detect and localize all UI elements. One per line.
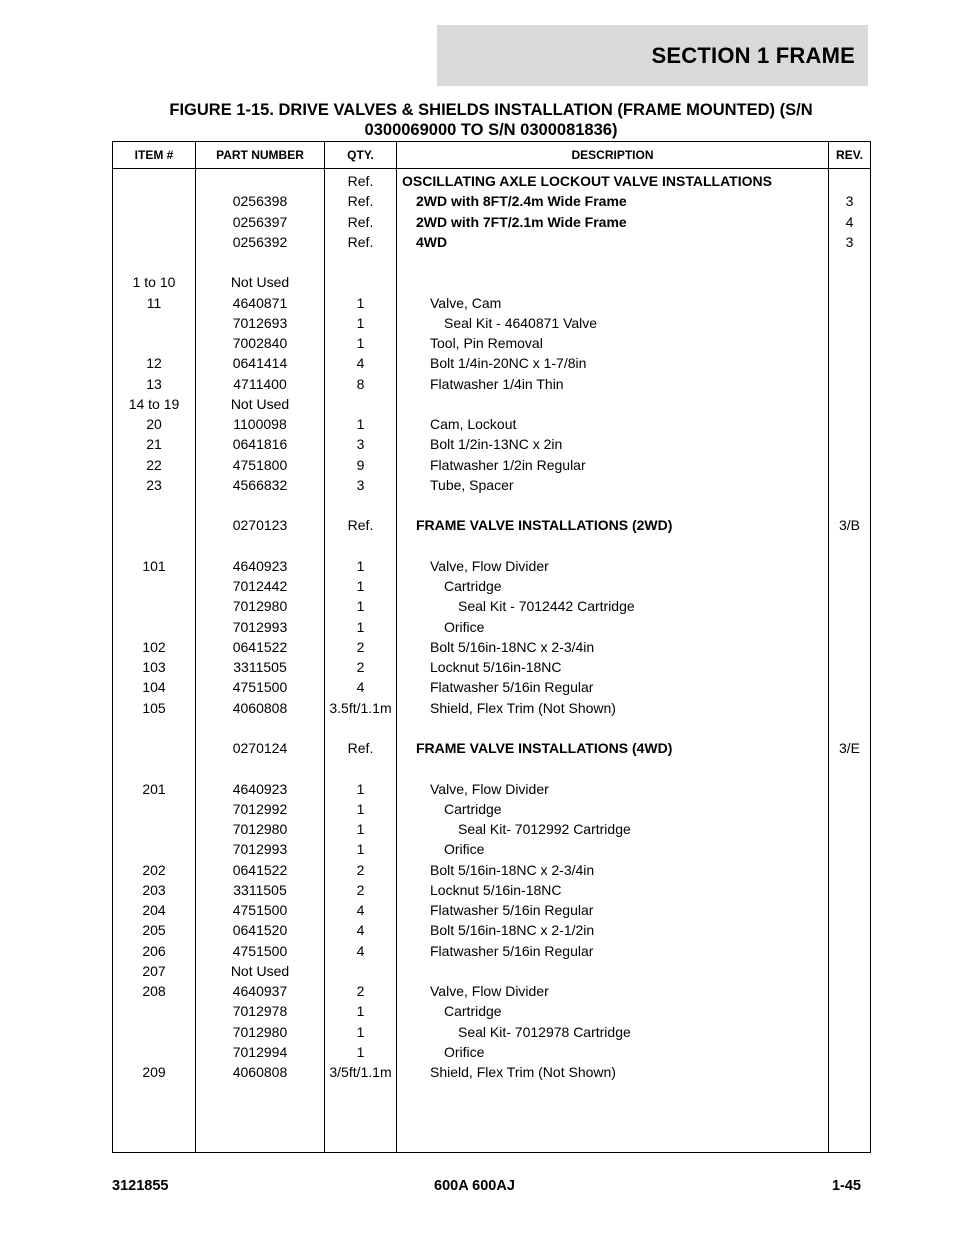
item-number: 206: [113, 941, 196, 961]
revision: [829, 1042, 871, 1062]
table-row: [113, 981, 871, 1001]
quantity: 3: [325, 434, 397, 454]
header-item: ITEM #: [113, 142, 196, 169]
revision: [829, 839, 871, 859]
description: Cartridge: [397, 1001, 829, 1021]
item-number: 1 to 10: [113, 272, 196, 292]
revision: [829, 698, 871, 718]
revision: [829, 252, 871, 272]
part-number: [196, 758, 325, 778]
part-number: 7012442: [196, 576, 325, 596]
item-number: 12: [113, 353, 196, 373]
parts-table: [112, 141, 871, 1153]
revision: [829, 900, 871, 920]
revision: [829, 556, 871, 576]
item-number: [113, 1042, 196, 1062]
description: [397, 758, 829, 778]
quantity: 1: [325, 839, 397, 859]
revision: [829, 617, 871, 637]
part-number: 4751500: [196, 941, 325, 961]
part-number: 0641520: [196, 920, 325, 940]
item-number: 14 to 19: [113, 394, 196, 414]
item-number: 201: [113, 779, 196, 799]
description: Tool, Pin Removal: [397, 333, 829, 353]
revision: [829, 596, 871, 616]
quantity: [325, 272, 397, 292]
item-number: 20: [113, 414, 196, 434]
quantity: Ref.: [325, 232, 397, 252]
item-number: 101: [113, 556, 196, 576]
part-number: 4060808: [196, 698, 325, 718]
footer-page-number: 1-45: [831, 1178, 861, 1194]
quantity: [325, 536, 397, 556]
section-header: [437, 25, 868, 86]
table-row: [113, 880, 871, 900]
revision: [829, 1082, 871, 1153]
table-row: [113, 860, 871, 880]
header-description: DESCRIPTION: [397, 142, 829, 169]
description: Bolt 1/2in-13NC x 2in: [397, 434, 829, 454]
revision: [829, 272, 871, 292]
figure-title-line-1: FIGURE 1-15. DRIVE VALVES & SHIELDS INSTALLATION (FRAME MOUNTED) (S/N: [169, 101, 813, 119]
table-row: [113, 374, 871, 394]
quantity: Ref.: [325, 169, 397, 192]
revision: [829, 758, 871, 778]
table-row: [113, 1042, 871, 1062]
table-row: [113, 212, 871, 232]
quantity: Ref.: [325, 738, 397, 758]
part-number: 7012980: [196, 819, 325, 839]
revision: 4: [829, 212, 871, 232]
item-number: 22: [113, 455, 196, 475]
quantity: 2: [325, 880, 397, 900]
part-number: 0641414: [196, 353, 325, 373]
item-number: 21: [113, 434, 196, 454]
quantity: Ref.: [325, 212, 397, 232]
description: 2WD with 7FT/2.1m Wide Frame: [397, 212, 829, 232]
quantity: 1: [325, 779, 397, 799]
quantity: 2: [325, 637, 397, 657]
quantity: 1: [325, 576, 397, 596]
revision: [829, 475, 871, 495]
revision: [829, 657, 871, 677]
part-number: 4640871: [196, 293, 325, 313]
item-number: [113, 1022, 196, 1042]
revision: [829, 576, 871, 596]
part-number: 7012978: [196, 1001, 325, 1021]
description: Shield, Flex Trim (Not Shown): [397, 1062, 829, 1082]
item-number: 23: [113, 475, 196, 495]
description: Valve, Cam: [397, 293, 829, 313]
item-number: [113, 333, 196, 353]
description: [397, 252, 829, 272]
table-row: [113, 596, 871, 616]
part-number: 4711400: [196, 374, 325, 394]
revision: 3/E: [829, 738, 871, 758]
item-number: [113, 758, 196, 778]
revision: [829, 1062, 871, 1082]
item-number: [113, 819, 196, 839]
revision: [829, 799, 871, 819]
item-number: [113, 536, 196, 556]
revision: [829, 819, 871, 839]
table-row: [113, 232, 871, 252]
table-row: [113, 353, 871, 373]
description: 4WD: [397, 232, 829, 252]
figure-title-line-2: 0300069000 TO S/N 0300081836): [364, 121, 618, 139]
table-row: [113, 920, 871, 940]
table-row: [113, 455, 871, 475]
description: Valve, Flow Divider: [397, 981, 829, 1001]
part-number: 7002840: [196, 333, 325, 353]
description: Locknut 5/16in-18NC: [397, 880, 829, 900]
item-number: [113, 212, 196, 232]
table-row: [113, 414, 871, 434]
table-row: [113, 169, 871, 192]
part-number: 3311505: [196, 657, 325, 677]
revision: [829, 1001, 871, 1021]
description: Seal Kit- 7012992 Cartridge: [397, 819, 829, 839]
item-number: [113, 1001, 196, 1021]
description: Flatwasher 5/16in Regular: [397, 900, 829, 920]
quantity: 2: [325, 981, 397, 1001]
description: FRAME VALVE INSTALLATIONS (4WD): [397, 738, 829, 758]
table-row: [113, 941, 871, 961]
quantity: Ref.: [325, 515, 397, 535]
description: [397, 718, 829, 738]
item-number: [113, 313, 196, 333]
part-number: 4566832: [196, 475, 325, 495]
description: OSCILLATING AXLE LOCKOUT VALVE INSTALLATIONS: [397, 169, 829, 192]
item-number: 207: [113, 961, 196, 981]
revision: [829, 941, 871, 961]
footer-model: 600A 600AJ: [434, 1178, 515, 1194]
description: Seal Kit- 7012978 Cartridge: [397, 1022, 829, 1042]
part-number: 3311505: [196, 880, 325, 900]
table-row: [113, 758, 871, 778]
quantity: 1: [325, 293, 397, 313]
description: Orifice: [397, 1042, 829, 1062]
item-number: [113, 738, 196, 758]
quantity: 4: [325, 900, 397, 920]
description: Cartridge: [397, 576, 829, 596]
part-number: 7012693: [196, 313, 325, 333]
quantity: 1: [325, 1022, 397, 1042]
description: Flatwasher 1/2in Regular: [397, 455, 829, 475]
description: Flatwasher 1/4in Thin: [397, 374, 829, 394]
revision: [829, 495, 871, 515]
revision: [829, 394, 871, 414]
table-row: [113, 434, 871, 454]
part-number: [196, 536, 325, 556]
item-number: [113, 799, 196, 819]
description: Valve, Flow Divider: [397, 779, 829, 799]
quantity: 1: [325, 799, 397, 819]
revision: [829, 677, 871, 697]
quantity: 1: [325, 596, 397, 616]
revision: [829, 434, 871, 454]
quantity: 4: [325, 353, 397, 373]
revision: [829, 169, 871, 192]
quantity: [325, 495, 397, 515]
description: Seal Kit - 4640871 Valve: [397, 313, 829, 333]
table-row: [113, 819, 871, 839]
revision: 3: [829, 191, 871, 211]
item-number: [113, 252, 196, 272]
table-row: [113, 556, 871, 576]
item-number: 204: [113, 900, 196, 920]
part-number: 0256398: [196, 191, 325, 211]
item-number: 209: [113, 1062, 196, 1082]
part-number: [196, 252, 325, 272]
quantity: 1: [325, 556, 397, 576]
description: Orifice: [397, 617, 829, 637]
part-number: 0641522: [196, 860, 325, 880]
quantity: 1: [325, 1042, 397, 1062]
revision: [829, 374, 871, 394]
revision: [829, 313, 871, 333]
description: [397, 1082, 829, 1153]
revision: [829, 981, 871, 1001]
part-number: 0256392: [196, 232, 325, 252]
part-number: 7012980: [196, 1022, 325, 1042]
description: [397, 961, 829, 981]
header-qty: QTY.: [325, 142, 397, 169]
revision: [829, 414, 871, 434]
part-number: 4751800: [196, 455, 325, 475]
table-row: [113, 293, 871, 313]
part-number: 7012993: [196, 839, 325, 859]
description: Bolt 5/16in-18NC x 2-3/4in: [397, 637, 829, 657]
table-row: [113, 515, 871, 535]
revision: [829, 637, 871, 657]
revision: 3/B: [829, 515, 871, 535]
part-number: Not Used: [196, 272, 325, 292]
description: [397, 536, 829, 556]
description: Seal Kit - 7012442 Cartridge: [397, 596, 829, 616]
table-row: [113, 313, 871, 333]
quantity: 3.5ft/1.1m: [325, 698, 397, 718]
description: Orifice: [397, 839, 829, 859]
part-number: 4751500: [196, 900, 325, 920]
revision: [829, 1022, 871, 1042]
description: Bolt 1/4in-20NC x 1-7/8in: [397, 353, 829, 373]
quantity: [325, 758, 397, 778]
revision: [829, 718, 871, 738]
quantity: 4: [325, 677, 397, 697]
description: Tube, Spacer: [397, 475, 829, 495]
quantity: 1: [325, 819, 397, 839]
description: FRAME VALVE INSTALLATIONS (2WD): [397, 515, 829, 535]
section-title: SECTION 1 FRAME: [651, 42, 855, 68]
quantity: [325, 1082, 397, 1153]
part-number: 4640937: [196, 981, 325, 1001]
item-number: 104: [113, 677, 196, 697]
description: Cam, Lockout: [397, 414, 829, 434]
footer-doc-number: 3121855: [112, 1178, 169, 1194]
table-row: [113, 738, 871, 758]
part-number: 0270124: [196, 738, 325, 758]
description: Flatwasher 5/16in Regular: [397, 941, 829, 961]
description: Cartridge: [397, 799, 829, 819]
table-row: [113, 1082, 871, 1153]
part-number: 7012994: [196, 1042, 325, 1062]
item-number: [113, 576, 196, 596]
part-number: [196, 1082, 325, 1153]
quantity: 1: [325, 1001, 397, 1021]
part-number: [196, 718, 325, 738]
description: [397, 495, 829, 515]
part-number: 0270123: [196, 515, 325, 535]
table-row: [113, 394, 871, 414]
quantity: 4: [325, 920, 397, 940]
table-row: [113, 495, 871, 515]
quantity: [325, 961, 397, 981]
revision: [829, 293, 871, 313]
item-number: 105: [113, 698, 196, 718]
quantity: 2: [325, 860, 397, 880]
part-number: 4060808: [196, 1062, 325, 1082]
table-row: [113, 718, 871, 738]
item-number: 208: [113, 981, 196, 1001]
parts-table-body: [113, 169, 871, 1153]
revision: [829, 961, 871, 981]
description: Valve, Flow Divider: [397, 556, 829, 576]
item-number: [113, 596, 196, 616]
part-number: 4751500: [196, 677, 325, 697]
description: Locknut 5/16in-18NC: [397, 657, 829, 677]
part-number: 4640923: [196, 556, 325, 576]
part-number: Not Used: [196, 961, 325, 981]
table-row: [113, 1062, 871, 1082]
table-row: [113, 576, 871, 596]
revision: [829, 860, 871, 880]
table-row: [113, 779, 871, 799]
item-number: 13: [113, 374, 196, 394]
part-number: 4640923: [196, 779, 325, 799]
quantity: 1: [325, 313, 397, 333]
table-row: [113, 900, 871, 920]
item-number: [113, 169, 196, 192]
quantity: 8: [325, 374, 397, 394]
item-number: [113, 1082, 196, 1153]
table-row: [113, 1001, 871, 1021]
header-rev: REV.: [829, 142, 871, 169]
part-number: 7012993: [196, 617, 325, 637]
item-number: 11: [113, 293, 196, 313]
part-number: 7012992: [196, 799, 325, 819]
item-number: [113, 191, 196, 211]
revision: [829, 455, 871, 475]
description: [397, 272, 829, 292]
quantity: 9: [325, 455, 397, 475]
table-row: [113, 839, 871, 859]
quantity: 4: [325, 941, 397, 961]
part-number: 0641522: [196, 637, 325, 657]
item-number: [113, 495, 196, 515]
item-number: 205: [113, 920, 196, 940]
revision: [829, 536, 871, 556]
item-number: [113, 617, 196, 637]
item-number: 202: [113, 860, 196, 880]
part-number: [196, 169, 325, 192]
description: Bolt 5/16in-18NC x 2-3/4in: [397, 860, 829, 880]
table-row: [113, 272, 871, 292]
revision: [829, 920, 871, 940]
description: Flatwasher 5/16in Regular: [397, 677, 829, 697]
quantity: [325, 718, 397, 738]
table-row: [113, 698, 871, 718]
table-row: [113, 657, 871, 677]
table-row: [113, 961, 871, 981]
table-row: [113, 617, 871, 637]
part-number: 7012980: [196, 596, 325, 616]
item-number: 103: [113, 657, 196, 677]
quantity: 1: [325, 414, 397, 434]
description: Bolt 5/16in-18NC x 2-1/2in: [397, 920, 829, 940]
part-number: 0641816: [196, 434, 325, 454]
item-number: [113, 839, 196, 859]
revision: [829, 353, 871, 373]
table-row: [113, 1022, 871, 1042]
table-row: [113, 333, 871, 353]
part-number: 0256397: [196, 212, 325, 232]
revision: [829, 333, 871, 353]
revision: [829, 880, 871, 900]
figure-title: [112, 100, 870, 140]
table-row: [113, 252, 871, 272]
table-row: [113, 799, 871, 819]
description: 2WD with 8FT/2.4m Wide Frame: [397, 191, 829, 211]
quantity: Ref.: [325, 191, 397, 211]
header-part-number: PART NUMBER: [196, 142, 325, 169]
quantity: [325, 252, 397, 272]
item-number: [113, 515, 196, 535]
revision: [829, 779, 871, 799]
quantity: [325, 394, 397, 414]
table-row: [113, 475, 871, 495]
part-number: [196, 495, 325, 515]
table-row: [113, 637, 871, 657]
table-row: [113, 677, 871, 697]
table-header-row: [113, 142, 871, 169]
part-number: 1100098: [196, 414, 325, 434]
item-number: 203: [113, 880, 196, 900]
quantity: 1: [325, 617, 397, 637]
table-row: [113, 536, 871, 556]
quantity: 3/5ft/1.1m: [325, 1062, 397, 1082]
item-number: 102: [113, 637, 196, 657]
description: Shield, Flex Trim (Not Shown): [397, 698, 829, 718]
quantity: 3: [325, 475, 397, 495]
item-number: [113, 232, 196, 252]
description: [397, 394, 829, 414]
part-number: Not Used: [196, 394, 325, 414]
item-number: [113, 718, 196, 738]
revision: 3: [829, 232, 871, 252]
table-row: [113, 191, 871, 211]
quantity: 1: [325, 333, 397, 353]
quantity: 2: [325, 657, 397, 677]
